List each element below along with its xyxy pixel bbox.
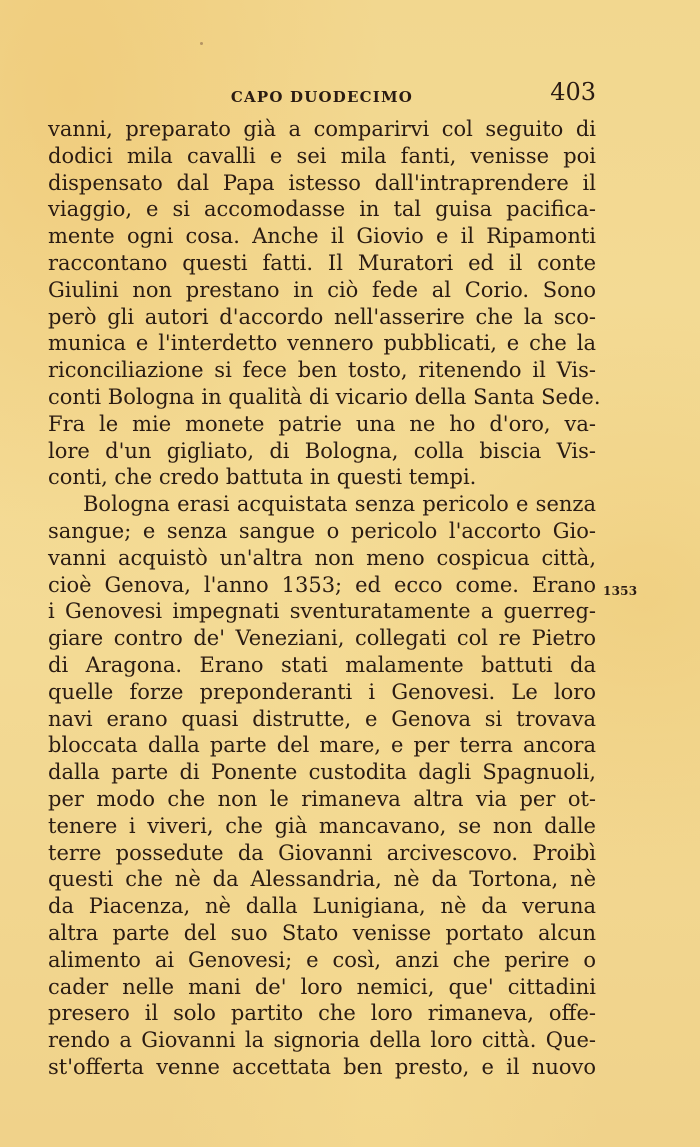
text-line: però gli autori d'accordo nell'asserire che la sco- [48,304,596,329]
text-line: lore d'un gigliato, di Bologna, colla biscia Vis- [48,438,596,463]
text-line: tenere i viveri, che già mancavano, se non dalle [48,813,596,838]
page-number: 403 [550,78,596,106]
text-line: sangue; e senza sangue o pericolo l'accorto Gio- [48,518,596,543]
text-line: munica e l'interdetto vennero pubblicati, e che la [48,331,596,356]
text-line: mente ogni cosa. Anche il Giovio e il Ripamonti [48,224,596,249]
text-line: vanni acquistò un'altra non meno cospicua città, [48,545,596,570]
text-line: cader nelle mani de' loro nemici, que' cittadini [48,974,596,999]
text-line: cioè Genova, l'anno 1353; ed ecco come. Erano [48,572,596,597]
text-line: bloccata dalla parte del mare, e per terra ancora [48,733,596,758]
body-text [48,116,601,1081]
text-line: per modo che non le rimaneva altra via per ot- [48,786,596,811]
text-line: navi erano quasi distrutte, e Genova si trovava [48,706,596,731]
text-line: conti Bologna in qualità di vicario della Santa Sede. [48,384,601,409]
text-line: conti, che credo battuta in questi tempi. [48,465,477,490]
text-line: raccontano questi fatti. Il Muratori ed il conte [48,250,596,275]
text-line: da Piacenza, nè dalla Lunigiana, nè da veruna [48,894,596,919]
text-line: di Aragona. Erano stati malamente battuti da [48,652,596,677]
text-line: Giulini non prestano in ciò fede al Corio. Sono [48,277,596,302]
text-line: questi che nè da Alessandria, nè da Tortona, nè [48,867,596,892]
paper-speck [200,42,203,45]
text-line: vanni, preparato già a comparirvi col seguito di [48,117,596,141]
text-line: dalla parte di Ponente custodita dagli Spagnuoli, [48,760,596,785]
text-line: giare contro de' Veneziani, collegati col re Pietro [48,626,596,651]
margin-year: 1353 [603,584,638,598]
text-line: alimento ai Genovesi; e così, anzi che perire o [48,947,596,972]
text-line: dodici mila cavalli e sei mila fanti, venisse poi [48,143,596,168]
page-header [48,78,596,116]
text-line: st'offerta venne accettata ben presto, e il nuovo [48,1054,596,1079]
text-line: altra parte del suo Stato venisse portato alcun [48,920,596,945]
text-line: i Genovesi impegnati sventuratamente a guerreg- [48,599,596,624]
text-line: dispensato dal Papa istesso dall'intraprendere il [48,170,596,195]
text-line: riconciliazione si fece ben tosto, ritenendo il Vis- [48,358,596,383]
running-head: CAPO DUODECIMO [230,88,414,106]
text-line: quelle forze preponderanti i Genovesi. Le loro [48,679,596,704]
text-line: Fra le mie monete patrie una ne ho d'oro, va- [48,411,596,436]
text-line: presero il solo partito che loro rimaneva, offe- [48,1001,596,1026]
text-line: viaggio, e si accomodasse in tal guisa pacifica- [48,197,596,222]
text-line: terre possedute da Giovanni arcivescovo. Proibì [48,840,596,865]
text-line: Bologna erasi acquistata senza pericolo e senza [83,492,596,517]
text-line: rendo a Giovanni la signoria della loro città. Que- [48,1028,596,1053]
